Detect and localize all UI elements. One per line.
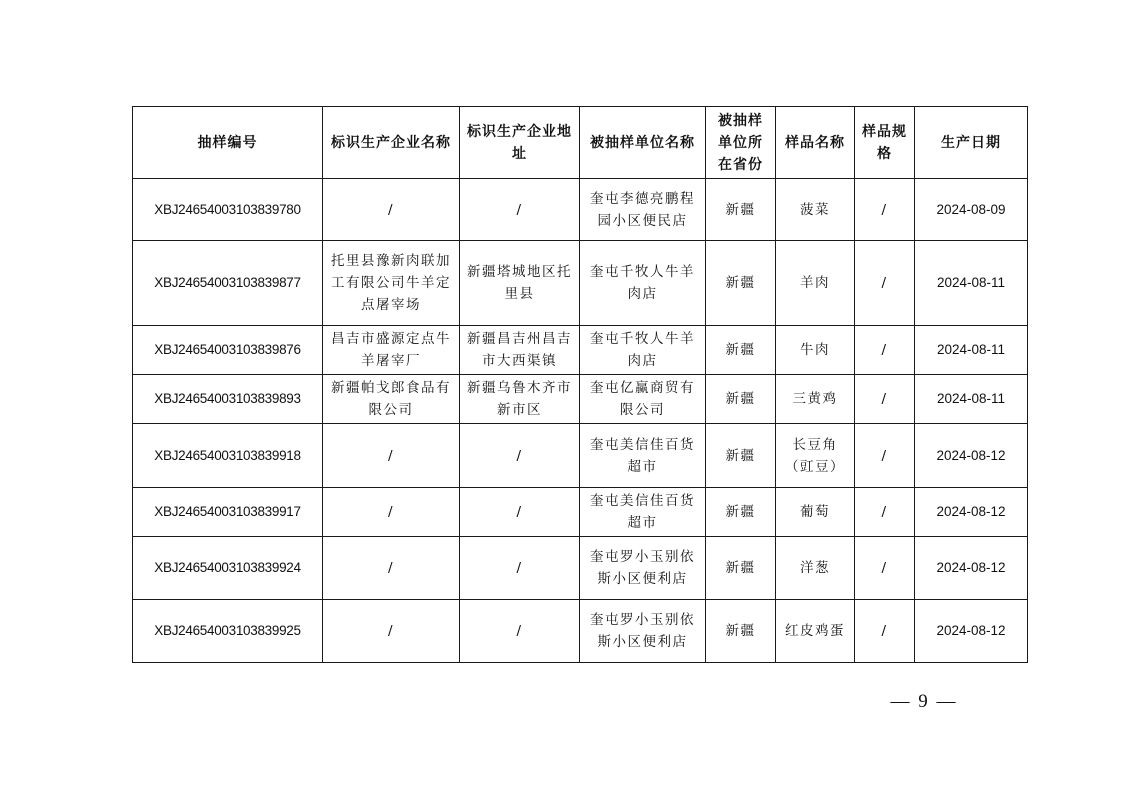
cell-sample-name: 菠菜 [776, 179, 855, 241]
cell-manufacturer-address: / [460, 179, 580, 241]
table-row [133, 326, 1028, 375]
cell-manufacturer-name: / [323, 179, 460, 241]
cell-production-date: 2024-08-12 [915, 537, 1028, 600]
cell-production-date: 2024-08-12 [915, 488, 1028, 537]
cell-province: 新疆 [706, 179, 776, 241]
table-row [133, 424, 1028, 488]
cell-province: 新疆 [706, 537, 776, 600]
page-number: — 9 — [890, 691, 958, 712]
cell-sampled-unit-name: 奎屯美信佳百货超市 [580, 424, 706, 488]
cell-province: 新疆 [706, 241, 776, 326]
cell-sample-name: 三黄鸡 [776, 375, 855, 424]
header-manufacturer-name: 标识生产企业名称 [323, 107, 460, 179]
table-row [133, 179, 1028, 241]
cell-manufacturer-address: 新疆塔城地区托里县 [460, 241, 580, 326]
header-manufacturer-address: 标识生产企业地址 [460, 107, 580, 179]
cell-sample-name: 红皮鸡蛋 [776, 600, 855, 663]
cell-manufacturer-name: 昌吉市盛源定点牛羊屠宰厂 [323, 326, 460, 375]
cell-manufacturer-address: / [460, 537, 580, 600]
table-row [133, 241, 1028, 326]
cell-sample-code: XBJ24654003103839917 [133, 488, 323, 537]
cell-sample-spec: / [855, 375, 915, 424]
cell-sampled-unit-name: 奎屯李德亮鹏程园小区便民店 [580, 179, 706, 241]
cell-sample-spec: / [855, 326, 915, 375]
cell-sample-code: XBJ24654003103839918 [133, 424, 323, 488]
cell-production-date: 2024-08-09 [915, 179, 1028, 241]
cell-production-date: 2024-08-11 [915, 241, 1028, 326]
cell-manufacturer-name: 托里县豫新肉联加工有限公司牛羊定点屠宰场 [323, 241, 460, 326]
cell-manufacturer-name: 新疆帕戈郎食品有限公司 [323, 375, 460, 424]
cell-sample-name: 牛肉 [776, 326, 855, 375]
header-sampled-unit-province: 被抽样单位所在省份 [706, 107, 776, 179]
cell-manufacturer-name: / [323, 537, 460, 600]
table-row [133, 537, 1028, 600]
cell-sample-spec: / [855, 600, 915, 663]
header-sample-spec: 样品规格 [855, 107, 915, 179]
cell-manufacturer-address: 新疆昌吉州昌吉市大西渠镇 [460, 326, 580, 375]
cell-sample-spec: / [855, 241, 915, 326]
cell-sampled-unit-name: 奎屯罗小玉别依斯小区便利店 [580, 537, 706, 600]
cell-province: 新疆 [706, 375, 776, 424]
table-header-row [133, 107, 1028, 179]
cell-manufacturer-address: 新疆乌鲁木齐市新市区 [460, 375, 580, 424]
header-production-date: 生产日期 [915, 107, 1028, 179]
cell-production-date: 2024-08-11 [915, 375, 1028, 424]
cell-sample-code: XBJ24654003103839925 [133, 600, 323, 663]
cell-sample-spec: / [855, 537, 915, 600]
table-row [133, 600, 1028, 663]
cell-sample-spec: / [855, 179, 915, 241]
cell-manufacturer-name: / [323, 600, 460, 663]
cell-sample-code: XBJ24654003103839780 [133, 179, 323, 241]
cell-manufacturer-name: / [323, 424, 460, 488]
header-sample-name: 样品名称 [776, 107, 855, 179]
cell-manufacturer-name: / [323, 488, 460, 537]
cell-sampled-unit-name: 奎屯千牧人牛羊肉店 [580, 326, 706, 375]
cell-province: 新疆 [706, 326, 776, 375]
cell-sample-code: XBJ24654003103839924 [133, 537, 323, 600]
table-row [133, 488, 1028, 537]
sample-table [132, 106, 1028, 663]
cell-sample-code: XBJ24654003103839876 [133, 326, 323, 375]
cell-production-date: 2024-08-12 [915, 424, 1028, 488]
header-sample-code: 抽样编号 [133, 107, 323, 179]
table-row [133, 375, 1028, 424]
cell-sample-code: XBJ24654003103839877 [133, 241, 323, 326]
cell-sample-spec: / [855, 424, 915, 488]
cell-sample-name: 洋葱 [776, 537, 855, 600]
header-sampled-unit-name: 被抽样单位名称 [580, 107, 706, 179]
cell-sampled-unit-name: 奎屯罗小玉别依斯小区便利店 [580, 600, 706, 663]
cell-production-date: 2024-08-11 [915, 326, 1028, 375]
cell-province: 新疆 [706, 600, 776, 663]
cell-sampled-unit-name: 奎屯千牧人牛羊肉店 [580, 241, 706, 326]
cell-sample-name: 羊肉 [776, 241, 855, 326]
cell-production-date: 2024-08-12 [915, 600, 1028, 663]
cell-sample-spec: / [855, 488, 915, 537]
cell-sampled-unit-name: 奎屯美信佳百货超市 [580, 488, 706, 537]
cell-sampled-unit-name: 奎屯亿赢商贸有限公司 [580, 375, 706, 424]
cell-sample-code: XBJ24654003103839893 [133, 375, 323, 424]
cell-province: 新疆 [706, 424, 776, 488]
cell-manufacturer-address: / [460, 488, 580, 537]
cell-manufacturer-address: / [460, 424, 580, 488]
cell-province: 新疆 [706, 488, 776, 537]
cell-sample-name: 葡萄 [776, 488, 855, 537]
cell-sample-name: 长豆角（豇豆） [776, 424, 855, 488]
cell-manufacturer-address: / [460, 600, 580, 663]
